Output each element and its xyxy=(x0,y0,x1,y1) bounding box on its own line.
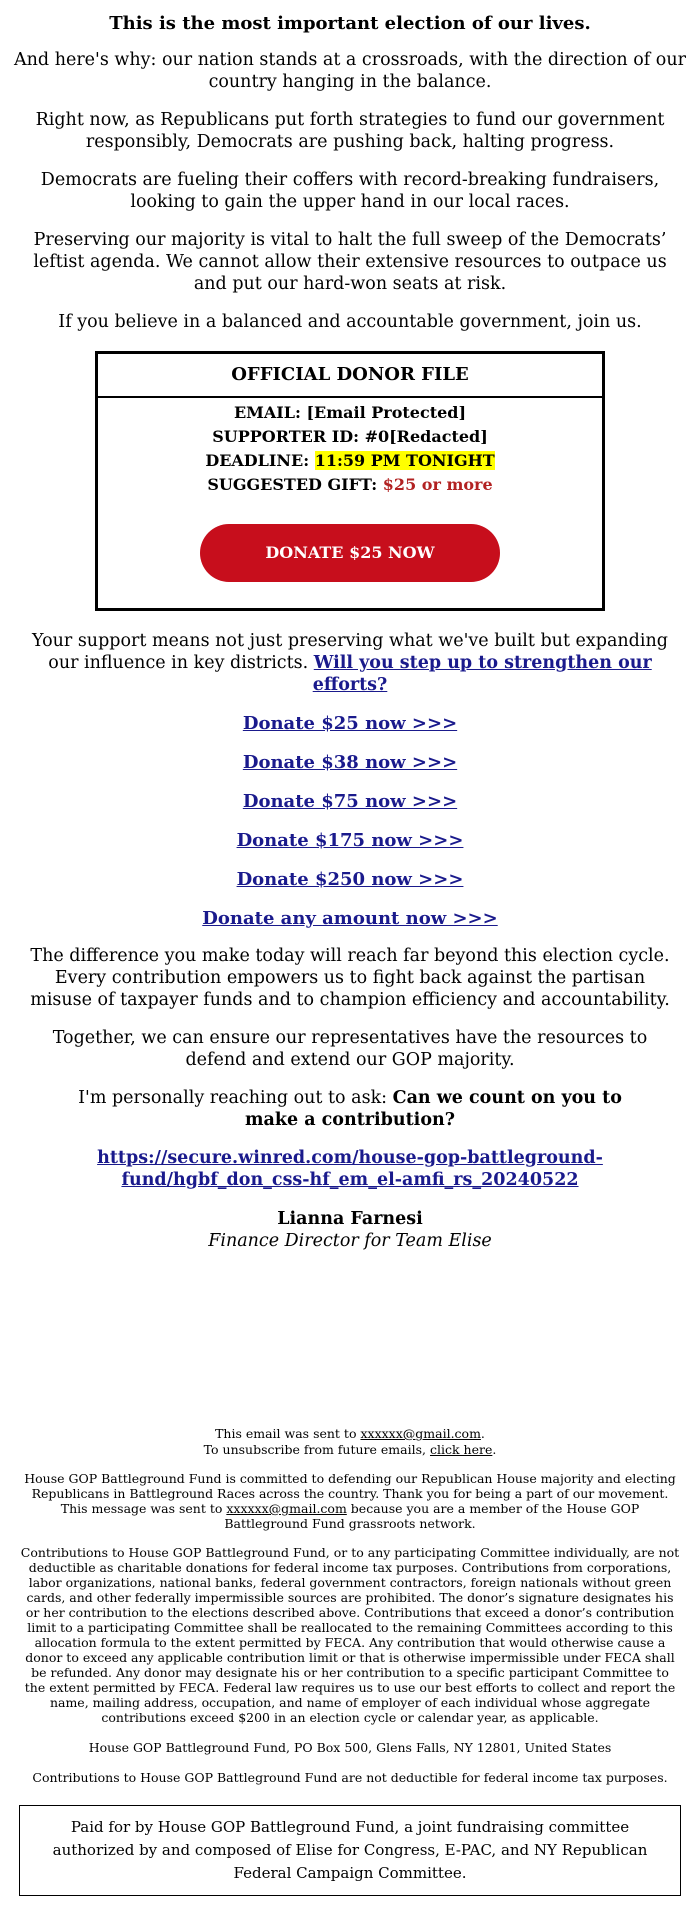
supporter-id-value: #0[Redacted] xyxy=(364,427,488,446)
intro-paragraph: Preserving our majority is vital to halt the full sweep of the Democrats’ leftist agenda. We cannot allow their extensive resources to outpace us and put our hard-won seats at risk. xyxy=(33,230,667,294)
donate-75-link[interactable]: Donate $75 now >>> xyxy=(242,791,458,812)
intro-paragraph: Democrats are fueling their coffers with record-breaking fundraisers, looking to gain the upper hand in our local races. xyxy=(40,170,660,212)
donor-file-title: OFFICIAL DONOR FILE xyxy=(98,354,602,398)
suggested-gift-value: $25 or more xyxy=(382,475,493,494)
contributions-disclaimer: Contributions to House GOP Battleground Fund, or to any participating Committee individually, are not deductible as charitable donations for federal income tax purposes. Contributions from corporations, labor organizations, national banks, federal government contractors, foreign nationals without green cards, and other federally impermissible sources are prohibited. The donor’s signature designates his or her contribution to the elections described above. Contributions that exceed a donor’s contribution limit to a participating Committee shall be reallocated to the remaining Committees according to this allocation formula to the extent permitted by FECA. Any contribution that would otherwise cause a donor to exceed any applicable contribution limit or that is otherwise impermissible under FECA shall be refunded. Any donor may designate his or her contribution to a specific participant Committee to the extent permitted by FECA. Federal law requires us to use our best efforts to collect and report the name, mailing address, occupation, and name of employer of each individual whose aggregate contributions exceed $200 in an election cycle or calendar year, as applicable. xyxy=(20,1545,680,1725)
donor-file-details xyxy=(98,398,602,497)
intro-paragraph: And here's why: our nation stands at a crossroads, with the direction of our country hanging in the balance. xyxy=(14,50,686,92)
intro-paragraph: If you believe in a balanced and accountable government, join us. xyxy=(58,312,642,332)
committed-paragraph: House GOP Battleground Fund is committed to defending our Republican House majority and electing Republicans in Battleground Races across the country. Thank you for being a part of our movement. This message was sent to xxxxxx@gmail.com because you are a member of the House GOP Battleground Fund grassroots network. xyxy=(24,1471,676,1531)
intro-paragraph: Right now, as Republicans put forth strategies to fund our government responsibly, Democrats are pushing back, halting progress. xyxy=(35,110,665,152)
sent-to-line: This email was sent to xxxxxx@gmail.com. xyxy=(215,1426,485,1441)
committed-email: xxxxxx@gmail.com xyxy=(226,1501,347,1516)
together-paragraph: Together, we can ensure our representatives have the resources to defend and extend our GOP majority. xyxy=(52,1028,648,1070)
deadline-row: DEADLINE: 11:59 PM TONIGHT xyxy=(205,451,495,470)
headline: This is the most important election of our lives. xyxy=(109,13,591,34)
signer-title: Finance Director for Team Elise xyxy=(208,1231,492,1251)
support-paragraph: Your support means not just preserving what we've built but expanding our influence in key districts. Will you step up to strengthen our efforts? xyxy=(32,631,668,695)
donate-250-link[interactable]: Donate $250 now >>> xyxy=(236,869,464,890)
difference-paragraph: The difference you make today will reach far beyond this election cycle. Every contribution empowers us to fight back against the partisan misuse of taxpayer funds and to champion efficiency and accountability. xyxy=(30,946,670,1010)
signer-name: Lianna Farnesi xyxy=(277,1209,423,1229)
ask-paragraph: I'm personally reaching out to ask: Can we count on you to make a contribution? xyxy=(78,1088,622,1130)
donate-any-link[interactable]: Donate any amount now >>> xyxy=(202,908,498,929)
supporter-id-row: SUPPORTER ID: #0[Redacted] xyxy=(212,427,488,446)
mailing-address: House GOP Battleground Fund, PO Box 500, Glens Falls, NY 12801, United States xyxy=(88,1740,612,1755)
footer xyxy=(0,1426,700,1896)
donate-25-link[interactable]: Donate $25 now >>> xyxy=(242,713,458,734)
sent-email: xxxxxx@gmail.com xyxy=(360,1426,481,1441)
donate-175-link[interactable]: Donate $175 now >>> xyxy=(236,830,464,851)
donate-25-button[interactable]: DONATE $25 NOW xyxy=(200,524,500,582)
email-value: [Email Protected] xyxy=(306,403,467,422)
donation-url xyxy=(10,1147,690,1191)
donate-38-link[interactable]: Donate $38 now >>> xyxy=(242,752,458,773)
unsubscribe-line: To unsubscribe from future emails, click here. xyxy=(203,1442,497,1457)
donate-links xyxy=(0,713,700,930)
step-up-link[interactable]: Will you step up to strengthen our efforts? xyxy=(312,653,652,695)
deadline-value: 11:59 PM TONIGHT xyxy=(314,451,495,470)
unsubscribe-link[interactable]: click here xyxy=(429,1442,493,1457)
donation-url-link[interactable]: https://secure.winred.com/house-gop-battleground- fund/hgbf_don_css-hf_em_el-amfi_rs_20240522 xyxy=(97,1148,603,1190)
not-deductible-notice: Contributions to House GOP Battleground Fund are not deductible for federal income tax purposes. xyxy=(32,1770,668,1785)
suggested-gift-row: SUGGESTED GIFT: $25 or more xyxy=(207,475,493,494)
donor-file-box xyxy=(95,351,605,611)
email-row: EMAIL: [Email Protected] xyxy=(233,403,467,422)
paid-for-box: Paid for by House GOP Battleground Fund, a joint fundraising committee authorized by and composed of Elise for Congress, E-PAC, and NY Republican Federal Campaign Committee. xyxy=(19,1805,681,1896)
signature xyxy=(0,1208,700,1252)
